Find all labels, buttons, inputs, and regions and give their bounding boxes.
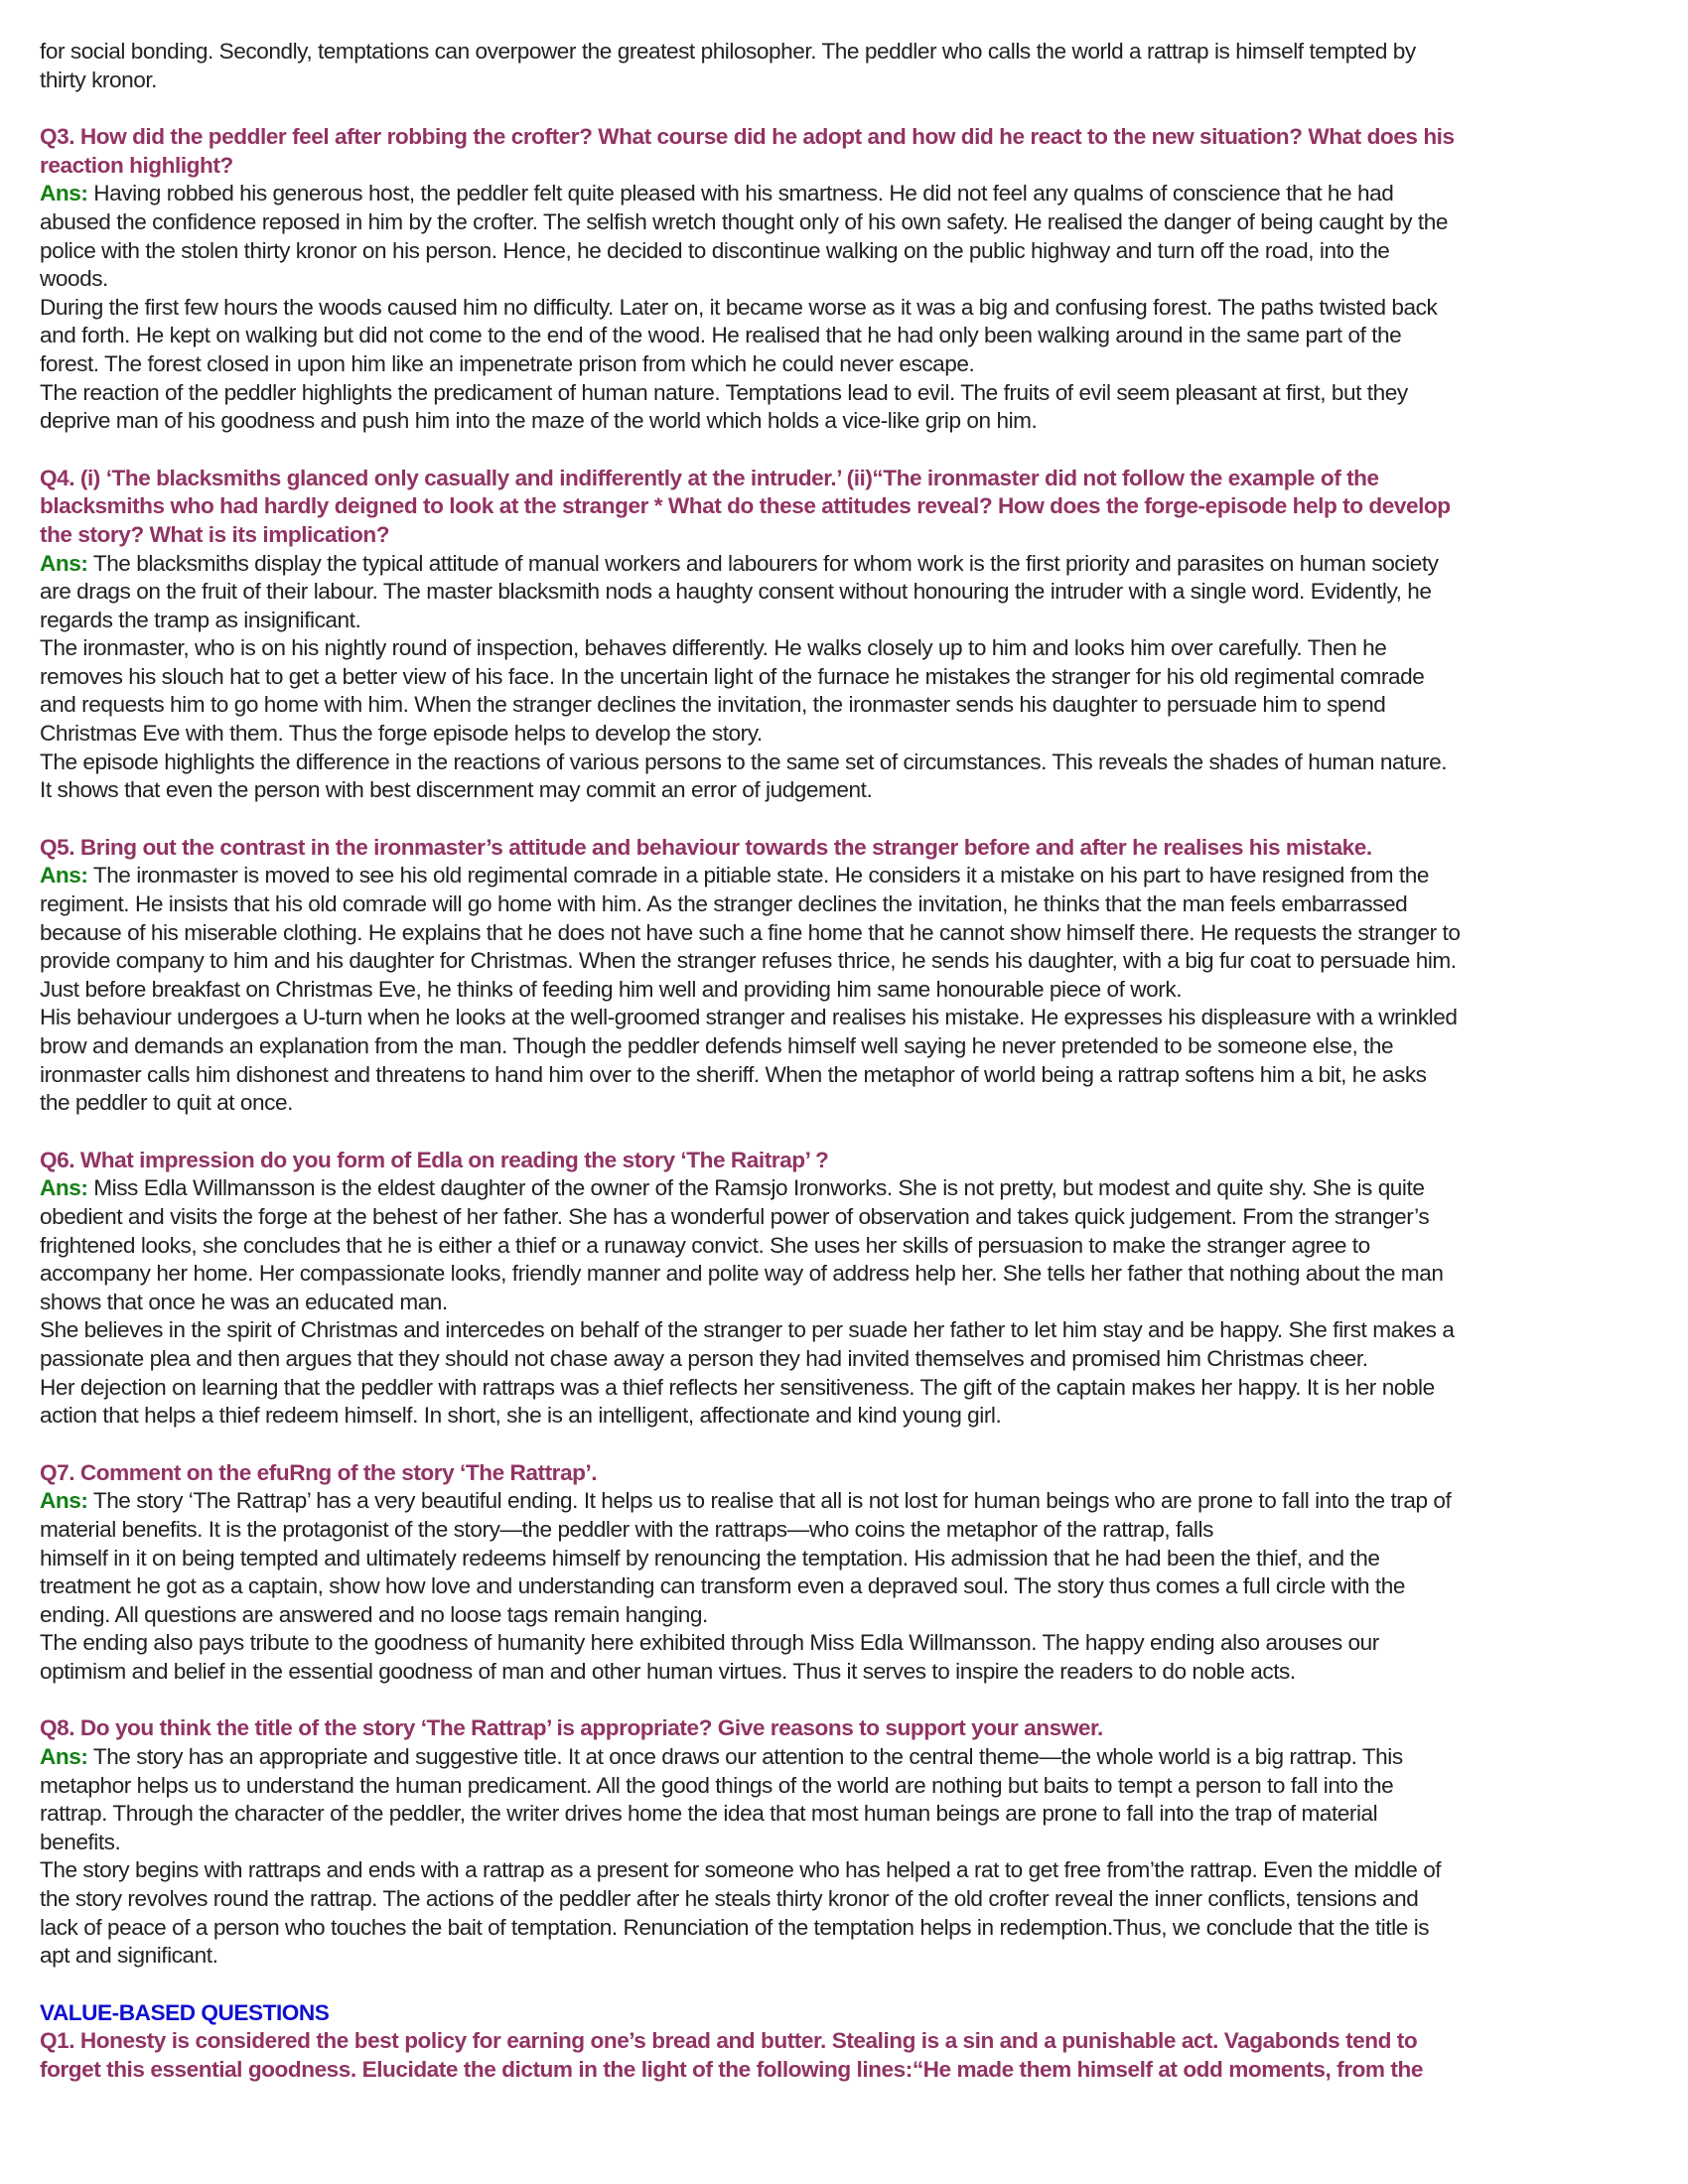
answer-line: metaphor helps us to understand the human predicament. All the good things of the world are nothing but baits to tempt a person to fall into the	[40, 1772, 1394, 1798]
answer-line: Her dejection on learning that the peddler with rattraps was a thief reflects her sensitiveness. The gift of the captain makes her happy. It is her noble	[40, 1374, 1435, 1400]
section-heading: VALUE-BASED QUESTIONS	[40, 1999, 330, 2025]
answer-line: obedient and visits the forge at the behest of her father. She has a wonderful power of observation and takes quick judgement. From the stranger’s	[40, 1203, 1430, 1229]
answer-line: and forth. He kept on walking but did not come to the end of the wood. He realised that he had only been walking around in the same part of the	[40, 323, 1402, 348]
answer-line: The episode highlights the difference in the reactions of various persons to the same set of circumstances. This reveals the shades of human nature.	[40, 749, 1448, 774]
answer-label: Ans:	[40, 181, 88, 206]
answer-line: The reaction of the peddler highlights the predicament of human nature. Temptations lead to evil. The fruits of evil seem pleasant at first, but they	[40, 379, 1408, 405]
document-page	[40, 38, 1688, 2085]
answer-line: accompany her home. Her compassionate looks, friendly manner and polite way of address help her. She tells her father that nothing about the man	[40, 1261, 1444, 1287]
answer-line: benefits.	[40, 1829, 121, 1854]
answer-line: apt and significant.	[40, 1943, 218, 1969]
spacer	[40, 1431, 1688, 1459]
question-text: the story? What is its implication?	[40, 521, 390, 547]
question-text: reaction highlight?	[40, 152, 233, 178]
spacer	[40, 805, 1688, 834]
answer-line: rattrap. Through the character of the peddler, the writer drives home the idea that most human beings are prone to fall into the trap of material	[40, 1801, 1378, 1827]
answer-line: During the first few hours the woods caused him no difficulty. Later on, it became worse as it was a big and confusing forest. The paths twisted back	[40, 294, 1438, 320]
answer-label: Ans:	[40, 863, 88, 888]
answer-line: police with the stolen thirty kronor on his person. Hence, he decided to discontinue walking on the public highway and turn off the road, into the	[40, 237, 1390, 263]
answer-line: forest. The forest closed in upon him like an impenetrate prison from which he could never escape.	[40, 350, 975, 376]
question-text: forget this essential goodness. Elucidate the dictum in the light of the following lines:“He made them himself at odd moments, from the	[40, 2057, 1423, 2082]
value-based-section	[40, 1999, 1688, 2085]
spacer	[40, 1118, 1688, 1147]
answer-line: Just before breakfast on Christmas Eve, he thinks of feeding him well and providing him same honourable piece of work.	[40, 976, 1183, 1002]
spacer	[40, 1971, 1688, 1999]
question-text: Q3. How did the peddler feel after robbing the crofter? What course did he adopt and how did he react to the new situation? What does his	[40, 124, 1455, 150]
question-text: blacksmiths who had hardly deigned to look at the stranger * What do these attitudes reveal? How does the forge-episode help to develop	[40, 493, 1451, 519]
answer-line: himself in it on being tempted and ultimately redeems himself by renouncing the temptation. His admission that he had been the thief, and the	[40, 1545, 1380, 1570]
answer-line: Christmas Eve with them. Thus the forge episode helps to develop the story.	[40, 721, 763, 747]
question-block-q4	[40, 465, 1688, 805]
question-text: Q5. Bring out the contrast in the ironmaster’s attitude and behaviour towards the stranger before and after he realises his mistake.	[40, 834, 1372, 860]
answer-text: Miss Edla Willmansson is the eldest daughter of the owner of the Ramsjo Ironworks. She is not pretty, but modest and quite shy. She is quite	[87, 1175, 1425, 1201]
answer-first-line	[40, 1743, 1688, 1772]
question-block-q6	[40, 1147, 1688, 1431]
answer-line: lack of peace of a person who touches the bait of temptation. Renunciation of the temptation helps in redemption.Thus, we conclude that the title is	[40, 1914, 1430, 1940]
text-line: thirty kronor.	[40, 67, 158, 92]
answer-line: treatment he got as a captain, show how love and understanding can transform even a depraved soul. The story thus comes a full circle with the	[40, 1573, 1405, 1599]
answer-line: It shows that even the person with best discernment may commit an error of judgement.	[40, 777, 873, 803]
question-text: Q4. (i) ‘The blacksmiths glanced only casually and indifferently at the intruder.’ (ii)“The ironmaster did not follow the example of the	[40, 465, 1379, 490]
answer-line: removes his slouch hat to get a better view of his face. In the uncertain light of the furnace he mistakes the stranger for his old regimental comrade	[40, 663, 1425, 689]
answer-first-line	[40, 1174, 1688, 1203]
spacer	[40, 436, 1688, 465]
question-text: Q1. Honesty is considered the best policy for earning one’s bread and butter. Stealing is a sin and a punishable act. Vagabonds tend to	[40, 2028, 1418, 2054]
answer-line: The ironmaster, who is on his nightly round of inspection, behaves differently. He walks closely up to him and looks him over carefully. Then he	[40, 635, 1387, 661]
answer-line: the story revolves round the rattrap. The actions of the peddler after he steals thirty kronor of the old crofter reveal the inner conflicts, tensions and	[40, 1886, 1419, 1912]
answer-text: The ironmaster is moved to see his old regimental comrade in a pitiable state. He considers it a mistake on his part to have resigned from the	[87, 863, 1429, 888]
answer-line: The story begins with rattraps and ends with a rattrap as a present for someone who has helped a rat to get free from’the rattrap. Even the middle of	[40, 1857, 1442, 1883]
question-text: Q7. Comment on the efuRng of the story ‘The Rattrap’.	[40, 1459, 598, 1485]
answer-line: passionate plea and then argues that they should not chase away a person they had invited themselves and promised him Christmas cheer.	[40, 1345, 1368, 1371]
answer-line: His behaviour undergoes a U-turn when he looks at the well-groomed stranger and realises his mistake. He expresses his displeasure with a wrinkled	[40, 1005, 1458, 1030]
answer-first-line	[40, 862, 1688, 890]
question-text: Q8. Do you think the title of the story ‘The Rattrap’ is appropriate? Give reasons to support your answer.	[40, 1715, 1103, 1741]
answer-line: brow and demands an explanation from the man. Though the peddler defends himself well saying he never pretended to be someone else, the	[40, 1033, 1394, 1058]
answer-first-line	[40, 550, 1688, 579]
answer-line: deprive man of his goodness and push him into the maze of the world which holds a vice-like grip on him.	[40, 408, 1038, 434]
question-text: Q6. What impression do you form of Edla on reading the story ‘The Raitrap’ ?	[40, 1147, 829, 1172]
answer-line: because of his miserable clothing. He explains that he does not have such a fine home that he cannot show himself there. He requests the stranger to	[40, 919, 1461, 945]
answer-line: provide company to him and his daughter for Christmas. When the stranger refuses thrice, he sends his daughter, with a big fur coat to persuade him.	[40, 948, 1457, 974]
answer-line: optimism and belief in the essential goodness of man and other human virtues. Thus it serves to inspire the readers to do noble acts.	[40, 1658, 1296, 1684]
answer-label: Ans:	[40, 1488, 88, 1514]
question-block-q3	[40, 123, 1688, 436]
text-line: for social bonding. Secondly, temptations can overpower the greatest philosopher. The peddler who calls the world a rattrap is himself tempted by	[40, 39, 1416, 64]
answer-label: Ans:	[40, 550, 88, 576]
answer-line: regiment. He insists that his old comrade will go home with him. As the stranger declines the invitation, he thinks that the man feels embarrassed	[40, 891, 1408, 917]
answer-line: and requests him to go home with him. When the stranger declines the invitation, the ironmaster sends his daughter to persuade him to spend	[40, 692, 1386, 718]
question-block-q5	[40, 834, 1688, 1118]
answer-line: woods.	[40, 266, 108, 292]
spacer	[40, 1686, 1688, 1714]
question-block-q7	[40, 1459, 1688, 1687]
answer-line: are drags on the fruit of their labour. The master blacksmith nods a haughty consent without honouring the intruder with a single word. Evidently, he	[40, 579, 1432, 605]
answer-line: the peddler to quit at once.	[40, 1090, 293, 1116]
intro-paragraph	[40, 38, 1688, 94]
answer-label: Ans:	[40, 1175, 88, 1201]
answer-line: ironmaster calls him dishonest and threatens to hand him over to the sheriff. When the metaphor of world being a rattrap softens him a bit, he asks	[40, 1061, 1427, 1087]
answer-line: abused the confidence reposed in him by the crofter. The selfish wretch thought only of his own safety. He realised the danger of being caught by the	[40, 208, 1448, 234]
answer-text: The story ‘The Rattrap’ has a very beautiful ending. It helps us to realise that all is not lost for human beings who are prone to fall into the trap of	[87, 1488, 1452, 1514]
answer-line: ending. All questions are answered and no loose tags remain hanging.	[40, 1601, 708, 1627]
spacer	[40, 94, 1688, 123]
answer-first-line	[40, 180, 1688, 208]
question-block-q8	[40, 1714, 1688, 1970]
answer-line: regards the tramp as insignificant.	[40, 607, 361, 632]
answer-text: The blacksmiths display the typical attitude of manual workers and labourers for whom work is the first priority and parasites on human society	[87, 550, 1439, 576]
answer-text: Having robbed his generous host, the peddler felt quite pleased with his smartness. He did not feel any qualms of conscience that he had	[87, 181, 1394, 206]
answer-line: shows that once he was an educated man.	[40, 1289, 448, 1314]
answer-line: material benefits. It is the protagonist of the story—the peddler with the rattraps—who coins the metaphor of the rattrap, falls	[40, 1516, 1213, 1542]
answer-line: frightened looks, she concludes that he is either a thief or a runaway convict. She uses her skills of persuasion to make the stranger agree to	[40, 1232, 1370, 1258]
answer-line: She believes in the spirit of Christmas and intercedes on behalf of the stranger to per suade her father to let him stay and be happy. She first makes a	[40, 1317, 1455, 1343]
answer-label: Ans:	[40, 1744, 88, 1770]
answer-first-line	[40, 1487, 1688, 1516]
answer-line: action that helps a thief redeem himself. In short, she is an intelligent, affectionate and kind young girl.	[40, 1403, 1002, 1429]
answer-line: The ending also pays tribute to the goodness of humanity here exhibited through Miss Edla Willmansson. The happy ending also arouses our	[40, 1630, 1379, 1656]
answer-text: The story has an appropriate and suggestive title. It at once draws our attention to the central theme—the whole world is a big rattrap. This	[87, 1744, 1403, 1770]
